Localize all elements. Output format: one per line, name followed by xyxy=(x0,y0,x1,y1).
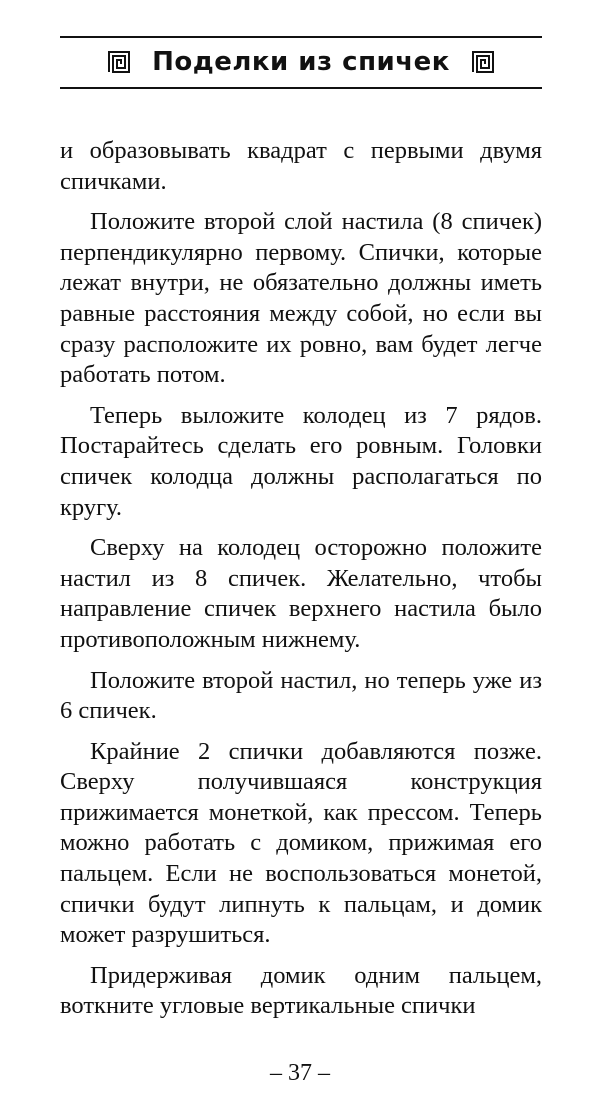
paragraph: Положите второй настил, но теперь уже из 6 спичек. xyxy=(60,666,542,725)
header-bottom-rule xyxy=(60,87,542,89)
paragraph: Положите второй слой настила (8 спичек) перпендикулярно первому. Спички, которые лежат внутри, не обязательно должны иметь равные расстояния между собой, но если вы сразу расположите их ровно, вам будет легче работать потом. xyxy=(60,208,542,389)
greek-key-ornament-icon xyxy=(108,51,130,73)
greek-key-ornament-icon xyxy=(472,51,494,73)
paragraph: Сверху на колодец осторожно положите настил из 8 спичек. Желательно, чтобы направление спичек верхнего настила было противоположным нижнему. xyxy=(60,534,542,653)
header-top-rule xyxy=(60,36,542,38)
body-text xyxy=(60,136,542,1032)
running-header-title: Поделки из спичек xyxy=(152,47,450,77)
paragraph: Придерживая домик одним пальцем, воткните угловые вертикальные спички xyxy=(60,961,542,1020)
running-header xyxy=(60,40,542,84)
paragraph: и образовывать квадрат с первыми двумя спичками. xyxy=(60,137,542,195)
page-number: – 37 – xyxy=(270,1060,330,1086)
paragraph: Теперь выложите колодец из 7 рядов. Постарайтесь сделать его ровным. Головки спичек колодца должны располагаться по кругу. xyxy=(60,401,542,521)
paragraph: Крайние 2 спички добавляются позже. Сверху получившаяся конструкция прижимается монеткой, как прессом. Теперь можно работать с домиком, прижимая его пальцем. Если не воспользоваться монетой, спички будут липнуть к пальцам, и домик может разрушиться. xyxy=(60,737,542,949)
